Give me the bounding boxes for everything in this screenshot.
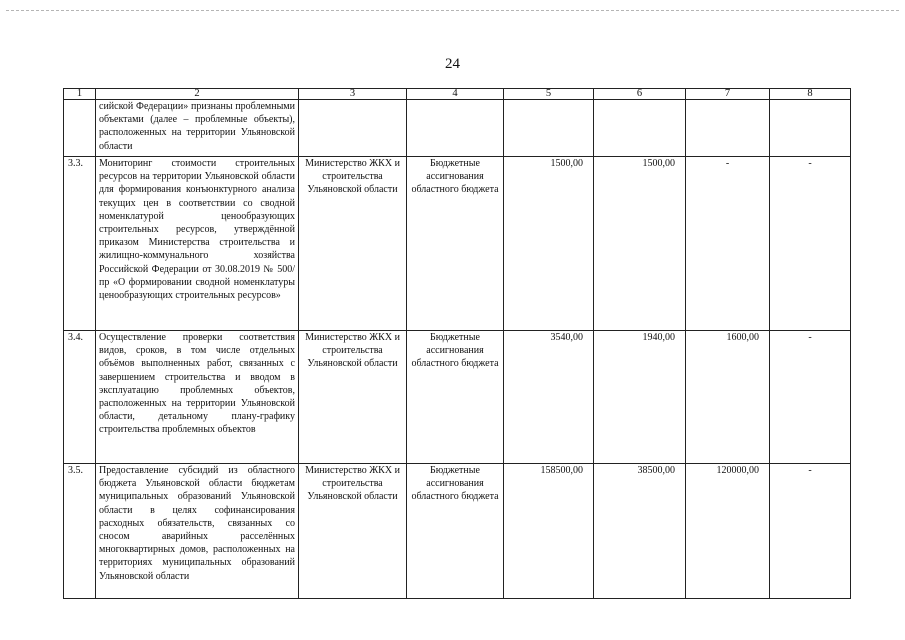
table-cell <box>686 100 770 157</box>
table-cell <box>64 100 96 157</box>
table-cell <box>299 100 407 157</box>
row-funding-source: Бюджетные ассигнования областного бюджета <box>407 464 504 599</box>
row-year-3: - <box>770 157 851 331</box>
budget-table <box>63 88 851 599</box>
row-funding-source: Бюджетные ассигнования областного бюджета <box>407 331 504 464</box>
row-year-3: - <box>770 331 851 464</box>
row-year-2: - <box>686 157 770 331</box>
row-year-1: 38500,00 <box>594 464 686 599</box>
row-year-1: 1500,00 <box>594 157 686 331</box>
table-cell <box>770 100 851 157</box>
table-header-row <box>64 89 851 100</box>
header-cell: 8 <box>770 89 851 100</box>
row-number: 3.5. <box>64 464 96 599</box>
continuation-text: сийской Федерации» признаны проблемными объектами (далее – проблемные объекты), расположенных на территории Ульяновской области <box>96 100 299 157</box>
page-number: 24 <box>445 56 460 72</box>
row-year-2: 1600,00 <box>686 331 770 464</box>
row-executor: Министерство ЖКХ и строительства Ульяновской области <box>299 157 407 331</box>
header-cell: 6 <box>594 89 686 100</box>
table-row <box>64 464 851 599</box>
row-total: 1500,00 <box>504 157 594 331</box>
row-description: Осуществление проверки соответствия видов, сроков, в том числе отдельных объёмов выполненных работ, связанных с завершением строительства и вводом в эксплуатацию проблемных объектов, расположенных на территории Ульяновской области, детальному плану-графику строительства проблемных объектов <box>96 331 299 464</box>
row-description: Предоставление субсидий из областного бюджета Ульяновской области бюджетам муниципальных образований Ульяновской области в целях софинансирования расходных обязательств, связанных со сносом аварийных расселённых многоквартирных домов, расположенных на территориях муниципальных образований Ульяновской области <box>96 464 299 599</box>
row-number: 3.3. <box>64 157 96 331</box>
table-row <box>64 157 851 331</box>
row-executor: Министерство ЖКХ и строительства Ульяновской области <box>299 331 407 464</box>
row-description: Мониторинг стоимости строительных ресурсов на территории Ульяновской области для формирования конъюнктурного анализа текущих цен в соответствии со сводной номенклатурой ценообразующих строительных ресурсов, утверждённой приказом Министерства строительства и жилищно-коммунального хозяйства Российской Федерации от 30.08.2019 № 500/пр «О формировании сводной номенклатуры ценообразующих строительных ресурсов» <box>96 157 299 331</box>
table-row <box>64 331 851 464</box>
row-executor: Министерство ЖКХ и строительства Ульяновской области <box>299 464 407 599</box>
row-total: 158500,00 <box>504 464 594 599</box>
header-cell: 7 <box>686 89 770 100</box>
table-cell <box>504 100 594 157</box>
header-cell: 2 <box>96 89 299 100</box>
header-cell: 5 <box>504 89 594 100</box>
header-cell: 1 <box>64 89 96 100</box>
header-cell: 4 <box>407 89 504 100</box>
row-year-2: 120000,00 <box>686 464 770 599</box>
row-total: 3540,00 <box>504 331 594 464</box>
row-year-1: 1940,00 <box>594 331 686 464</box>
table-row-continuation <box>64 100 851 157</box>
table-cell <box>594 100 686 157</box>
row-year-3: - <box>770 464 851 599</box>
row-funding-source: Бюджетные ассигнования областного бюджета <box>407 157 504 331</box>
row-number: 3.4. <box>64 331 96 464</box>
header-cell: 3 <box>299 89 407 100</box>
scan-top-edge <box>6 10 899 11</box>
table-cell <box>407 100 504 157</box>
